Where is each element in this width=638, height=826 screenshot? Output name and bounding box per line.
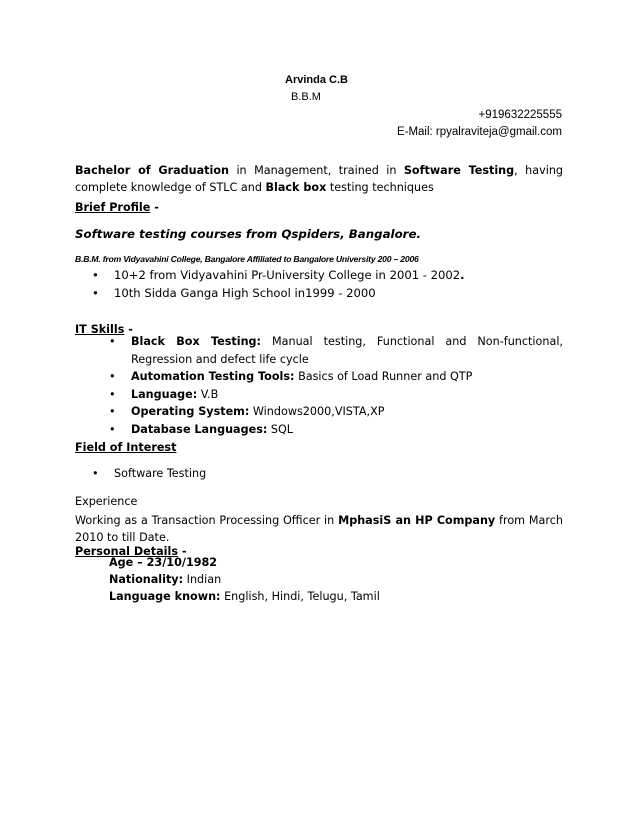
bullet-icon: • [92, 285, 99, 300]
summary-technique: Black box [265, 181, 327, 194]
it-skills-title: IT Skills [75, 323, 125, 336]
education-text: 10+2 from Vidyavahini Pr-University College in 2001 - 2002 [114, 268, 461, 282]
nationality-label: Nationality: [109, 573, 184, 586]
list-item [109, 386, 563, 404]
it-skills-list [109, 333, 563, 438]
field-of-interest-heading: Field of Interest [75, 441, 177, 454]
experience-company-suffix: an HP Company [391, 514, 496, 527]
list-item [109, 403, 563, 421]
candidate-name: Arvinda C.B [285, 74, 348, 86]
summary-paragraph [75, 162, 563, 196]
interest-text: Software Testing [114, 467, 207, 480]
list-item [109, 333, 563, 368]
personal-details-title: Personal Details [75, 545, 178, 558]
summary-text-1: in Management, trained in [229, 164, 404, 177]
course-line: Software testing courses from Qspiders, Bangalore. [75, 227, 421, 241]
bullet-icon: • [92, 467, 99, 480]
skill-label: Language: [131, 387, 198, 401]
personal-details [109, 554, 380, 605]
field-of-interest-list [92, 465, 207, 483]
skill-value: SQL [267, 422, 294, 436]
brief-profile-heading [75, 201, 159, 214]
nationality-line [109, 571, 380, 588]
bullet-icon: • [109, 370, 116, 383]
education-list [92, 267, 465, 302]
skill-value: Basics of Load Runner and QTP [294, 370, 473, 383]
skill-label: Black Box Testing: [131, 335, 262, 348]
language-label: Language known: [109, 590, 221, 603]
list-item [109, 421, 563, 439]
bullet-icon: • [109, 405, 116, 418]
skill-label: Operating System: [131, 405, 250, 418]
education-text: 10th Sidda Ganga High School in1999 - 2000 [114, 285, 376, 300]
experience-heading: Experience [75, 495, 138, 508]
it-skills-dash: - [124, 323, 133, 336]
list-item [92, 285, 465, 303]
skill-value: Windows2000,VISTA,XP [249, 405, 385, 418]
brief-profile-title: Brief Profile [75, 201, 151, 214]
experience-company: MphasiS [338, 514, 392, 527]
skill-value: V.B [197, 387, 219, 401]
bullet-icon: • [109, 335, 116, 348]
summary-degree: Bachelor of Graduation [75, 164, 230, 177]
skill-label: Automation Testing Tools: [131, 370, 295, 383]
skill-value: Manual testing, Functional and Non-functional, Regression and defect life cycle [131, 335, 563, 366]
education-suffix: . [460, 268, 465, 282]
age-line: Age – 23/10/1982 [109, 556, 218, 569]
email-address: rpyalraviteja@gmail.com [435, 126, 562, 138]
summary-text-3: testing techniques [326, 181, 434, 194]
language-value: English, Hindi, Telugu, Tamil [220, 590, 380, 603]
nationality-value: Indian [183, 573, 222, 586]
bbm-line: B.B.M. from Vidyavahini College, Bangalore Affiliated to Bangalore University 200 – 2006 [75, 254, 419, 264]
list-item [92, 465, 207, 483]
bullet-icon: • [109, 422, 116, 436]
experience-paragraph [75, 512, 563, 546]
language-line [109, 588, 380, 605]
email-line [397, 126, 562, 138]
summary-skill: Software Testing [403, 164, 515, 177]
email-label: E-Mail: [396, 126, 433, 138]
phone-number: +919632225555 [478, 109, 562, 121]
bullet-icon: • [92, 268, 99, 282]
candidate-degree: B.B.M [291, 91, 321, 103]
experience-text-1: Working as a Transaction Processing Officer in [75, 514, 339, 527]
summary-text-2: , having complete knowledge of STLC and [75, 164, 564, 194]
skill-label: Database Languages: [131, 422, 268, 436]
it-skills-heading [75, 323, 133, 336]
bullet-icon: • [109, 387, 116, 401]
brief-profile-dash: - [150, 201, 159, 214]
list-item [92, 267, 465, 285]
list-item [109, 368, 563, 386]
personal-details-dash: - [178, 545, 187, 558]
experience-text-2: from March 2010 to till Date. [75, 514, 563, 544]
